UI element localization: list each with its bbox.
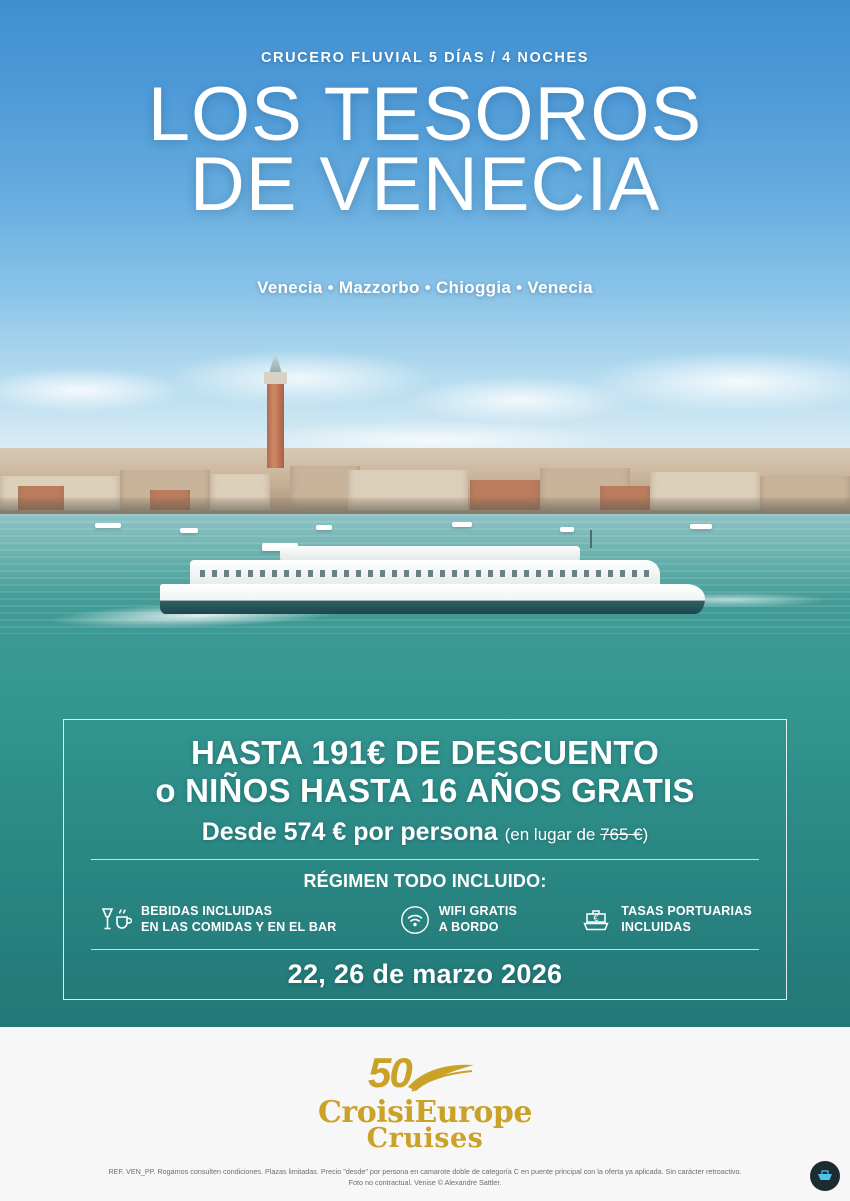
river-cruise-ship bbox=[160, 536, 705, 622]
offer-headline-2: o NIÑOS HASTA 16 AÑOS GRATIS bbox=[155, 771, 695, 809]
offer-headline-1: HASTA 191€ DE DESCUENTO bbox=[191, 734, 659, 771]
old-price-prefix: (en lugar de bbox=[504, 824, 601, 844]
perk-wifi-text bbox=[439, 904, 517, 935]
route-text: Venecia • Mazzorbo • Chioggia • Venecia bbox=[257, 278, 593, 297]
corner-badge-icon[interactable] bbox=[810, 1161, 840, 1191]
departure-dates: 22, 26 de marzo 2026 bbox=[287, 959, 563, 990]
perk-port-line1: TASAS PORTUARIAS bbox=[621, 903, 752, 918]
brand-name: CroisiEurope bbox=[318, 1095, 532, 1130]
old-price-value: 765 € bbox=[600, 824, 643, 844]
perk-item-port-taxes bbox=[580, 904, 752, 935]
venice-skyline bbox=[0, 448, 850, 520]
footer bbox=[0, 1027, 850, 1201]
small-boat bbox=[690, 524, 712, 529]
offer-price-value: Desde 574 € por persona bbox=[201, 817, 498, 846]
perk-wifi-line1: WIFI GRATIS bbox=[438, 903, 518, 918]
croisieurope-logo bbox=[310, 1049, 540, 1154]
perk-port-text bbox=[621, 904, 752, 935]
title-line-1: LOS TESOROS bbox=[147, 72, 703, 157]
offer-box bbox=[63, 719, 787, 1000]
regimen-label: RÉGIMEN TODO INCLUIDO: bbox=[303, 870, 547, 891]
small-boat bbox=[95, 523, 121, 528]
perk-item-drinks bbox=[98, 904, 337, 935]
svg-text:€: € bbox=[593, 912, 599, 923]
perk-drinks-line1: BEBIDAS INCLUIDAS bbox=[141, 903, 273, 918]
title-line-2: DE VENECIA bbox=[189, 141, 661, 227]
small-boat bbox=[180, 528, 198, 533]
offer-headline-group bbox=[64, 720, 786, 847]
offer-price-row bbox=[64, 818, 786, 847]
wifi-icon bbox=[400, 905, 430, 935]
divider bbox=[91, 859, 759, 860]
page-title bbox=[0, 72, 850, 227]
offer-old-price bbox=[505, 825, 649, 844]
brand-logo-wrap bbox=[0, 1049, 850, 1159]
port-taxes-icon bbox=[580, 905, 612, 935]
brand-subname: Cruises bbox=[366, 1123, 484, 1154]
legal-line-1: REF. VEN_PP. Rogamos consulten condiciones. Plazas limitadas. Precio "desde" por persona en camarote doble de categoría C en puente principal con la oferta ya aplicada. Sin carácter retroactivo. bbox=[108, 1167, 742, 1176]
perk-drinks-text bbox=[141, 904, 337, 935]
drinks-icon bbox=[98, 905, 132, 935]
old-price-suffix: ) bbox=[642, 824, 649, 844]
legal-text bbox=[0, 1167, 850, 1189]
perk-wifi-line2: A BORDO bbox=[438, 919, 499, 934]
small-boat bbox=[316, 525, 332, 530]
kicker-text: CRUCERO FLUVIAL 5 DÍAS / 4 NOCHES bbox=[260, 50, 590, 66]
perk-drinks-line2: EN LAS COMIDAS Y EN EL BAR bbox=[141, 919, 337, 934]
perk-port-line2: INCLUIDAS bbox=[621, 919, 692, 934]
anniversary-number: 50 bbox=[368, 1049, 411, 1096]
campanile-tower bbox=[267, 372, 284, 468]
perk-item-wifi bbox=[400, 904, 517, 935]
small-boat bbox=[452, 522, 472, 527]
divider bbox=[91, 949, 759, 950]
small-boat bbox=[560, 527, 574, 532]
perks-list bbox=[64, 904, 786, 935]
legal-line-2: Foto no contractual. Venise © Alexandre Sattler. bbox=[348, 1177, 502, 1187]
